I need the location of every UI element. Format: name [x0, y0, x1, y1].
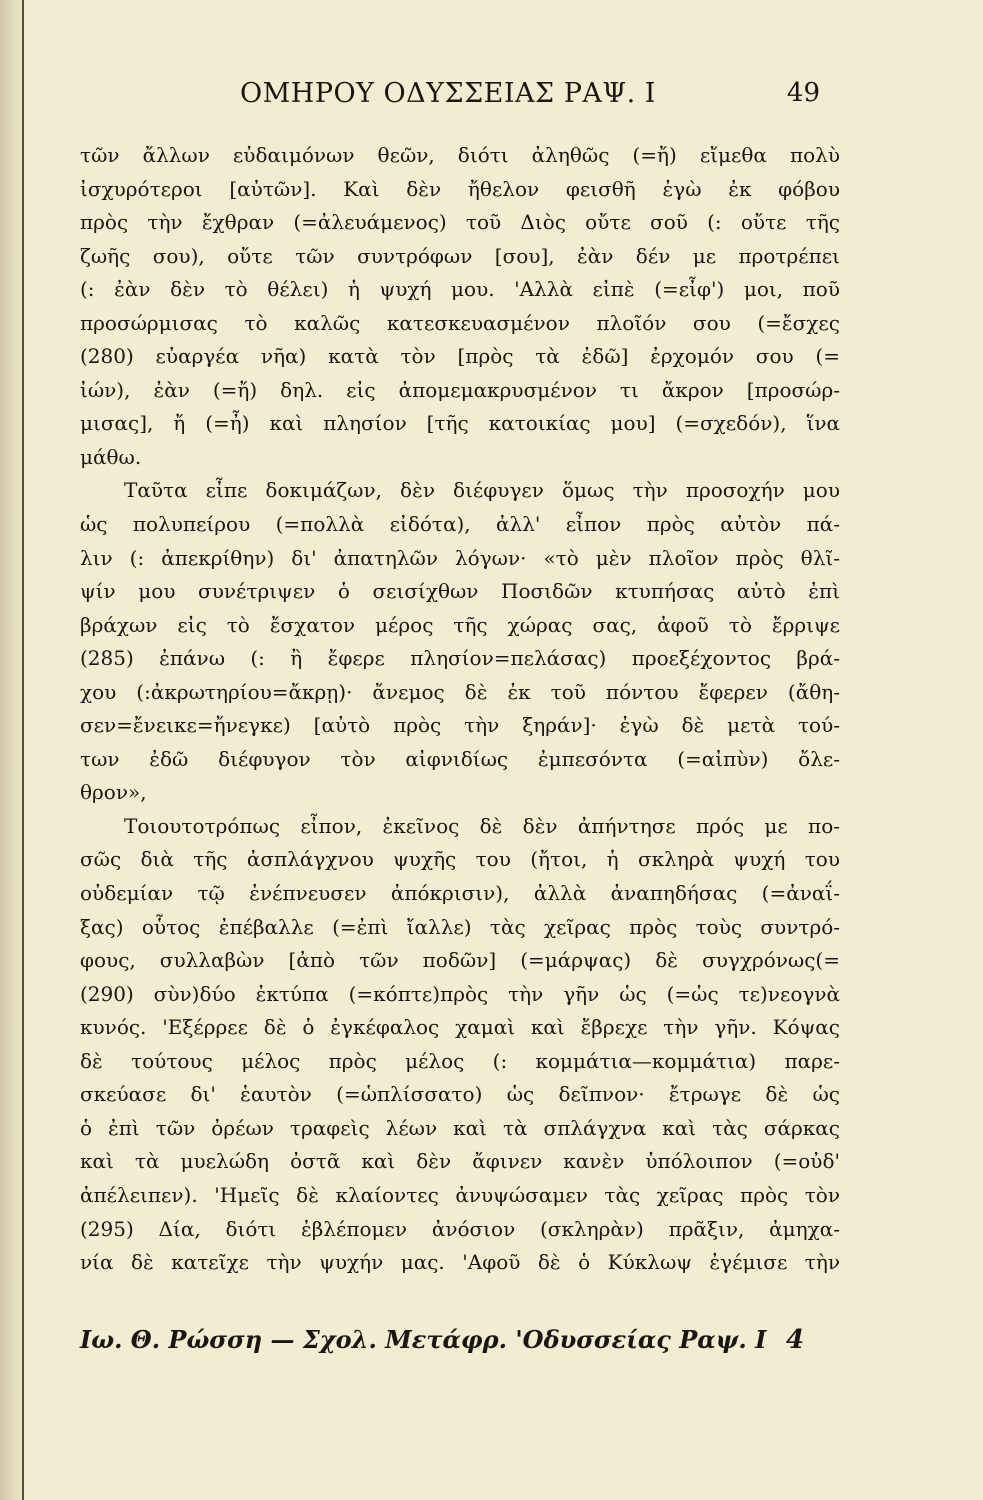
- body-text: [80, 139, 840, 1280]
- text-line: ἰσχυρότεροι [αὐτῶν]. Καὶ δὲν ἤθελον φεισθῆ ἐγὼ ἐκ φόβου: [80, 176, 840, 201]
- text-line: χου (:ἀκρωτηρίου=ἄκρῃ)· ἄνεμος δὲ ἐκ τοῦ πόντου ἔφερεν (ἄθη-: [80, 679, 840, 704]
- text-line: νία δὲ κατεῖχε τὴν ψυχήν μας. 'Αφοῦ δὲ ὁ Κύκλωψ ἐγέμισε τὴν: [80, 1250, 840, 1275]
- binding-gutter: [0, 0, 22, 1500]
- signature-mark: 4: [786, 1325, 805, 1355]
- text-line: (295) Δία, διότι ἐβλέπομεν ἀνόσιον (σκληρὰν) πρᾶξιν, ἀμηχα-: [80, 1216, 840, 1241]
- text-line: Ταῦτα εἶπε δοκιμάζων, δὲν διέφυγεν ὅμως τὴν προσοχήν μου: [124, 478, 840, 503]
- text-line: θρον»,: [80, 780, 147, 805]
- text-line: ἀπέλειπεν). 'Ημεῖς δὲ κλαίοντες ἀνυψώσαμεν τὰς χεῖρας πρὸς τὸν: [80, 1182, 840, 1207]
- text-line: δὲ τούτους μέλος πρὸς μέλος (: κομμάτια—κομμάτια) παρε-: [80, 1048, 840, 1073]
- text-line: λιν (: ἀπεκρίθην) δι' ἀπατηλῶν λόγων· «τὸ μὲν πλοῖον πρὸς θλῖ-: [80, 545, 840, 570]
- text-line: των ἐδῶ διέφυγον τὸν αἰφνιδίως ἐμπεσόντα (=αἰπὺν) ὄλε-: [80, 746, 840, 771]
- text-line: (290) σὺν)δύο ἐκτύπα (=κόπτε)πρὸς τὴν γῆν ὡς (=ὡς τε)νεογνὰ: [80, 981, 840, 1006]
- text-line: φους, συλλαβὼν [ἀπὸ τῶν ποδῶν] (=μάρψας) δὲ συγχρόνως(=: [80, 948, 840, 973]
- text-line: προσώρμισας τὸ καλῶς κατεσκευασμένον πλοῖόν σου (=ἔσχες: [80, 310, 840, 335]
- text-line: καὶ τὰ μυελώδη ὀστᾶ καὶ δὲν ἄφινεν κανὲν ὑπόλοιπον (=οὐδ': [80, 1149, 840, 1174]
- text-line: σκεύασε δι' ἑαυτὸν (=ὡπλίσσατο) ὡς δεῖπνον· ἔτρωγε δὲ ὡς: [80, 1082, 840, 1107]
- text-line: (: ἐὰν δὲν τὸ θέλει) ἡ ψυχή μου. 'Αλλὰ εἰπὲ (=εἶφ') μοι, ποῦ: [80, 277, 840, 302]
- text-line: πρὸς τὴν ἔχθραν (=ἀλευάμενος) τοῦ Διὸς οὔτε σοῦ (: οὔτε τῆς: [80, 210, 840, 235]
- text-line: ἰών), ἐὰν (=ἤ) δηλ. εἰς ἀπομεμακρυσμένον τι ἄκρον [προσώρ-: [80, 377, 840, 402]
- text-line: ξας) οὗτος ἐπέβαλλε (=ἐπὶ ἴαλλε) τὰς χεῖρας πρὸς τοὺς συντρό-: [80, 914, 840, 939]
- text-line: ζωῆς σου), οὔτε τῶν συντρόφων [σου], ἐὰν δέν με προτρέπει: [80, 243, 840, 268]
- text-line: μάθω.: [80, 444, 142, 469]
- text-line: ὡς πολυπείρου (=πολλὰ εἰδότα), ἀλλ' εἶπον πρὸς αὐτὸν πά-: [80, 512, 840, 537]
- running-title: ΟΜΗΡΟΥ ΟΔΥΣΣΕΙΑΣ ΡΑΨ. Ι: [240, 78, 656, 109]
- text-line: ὁ ἐπὶ τῶν ὀρέων τραφεὶς λέων καὶ τὰ σπλάγχνα καὶ τὰς σάρκας: [80, 1115, 840, 1140]
- text-line: σῶς διὰ τῆς ἀσπλάγχνου ψυχῆς του (ἤτοι, ἡ σκληρὰ ψυχή του: [80, 847, 840, 872]
- text-line: Τοιουτοτρόπως εἶπον, ἐκεῖνος δὲ δὲν ἀπήντησε πρός με πο-: [124, 813, 840, 838]
- text-line: (285) ἐπάνω (: ἢ ἔφερε πλησίον=πελάσας) προεξέχοντος βρά-: [80, 646, 840, 671]
- text-line: βράχων εἰς τὸ ἔσχατον μέρος τῆς χώρας σας, ἀφοῦ τὸ ἔρριψε: [80, 612, 840, 637]
- text-line: οὐδεμίαν τῷ ἐνέπνευσεν ἀπόκρισιν), ἀλλὰ ἀναπηδήσας (=ἀναΐ-: [80, 881, 840, 906]
- text-line: τῶν ἄλλων εὐδαιμόνων θεῶν, διότι ἀληθῶς (=ἤ) εἴμεθα πολὺ: [80, 143, 840, 167]
- signature-line: Ιω. Θ. Ρώσση — Σχολ. Μετάφρ. 'Οδυσσείας Ραψ. Ι: [80, 1325, 767, 1354]
- page-number: 49: [786, 78, 820, 108]
- text-line: μισας], ἤ (=ἦ) καὶ πλησίον [τῆς κατοικίας μου] (=σχεδόν), ἵνα: [80, 411, 840, 436]
- page-edge-line: [22, 0, 24, 1500]
- text-line: ψίν μου συνέτριψεν ὁ σεισίχθων Ποσιδῶν κτυπήσας αὐτὸ ἐπὶ: [80, 579, 840, 604]
- text-line: σεν=ἔνεικε=ἤνεγκε) [αὐτὸ πρὸς τὴν ξηράν]· ἐγὼ δὲ μετὰ τού-: [80, 713, 840, 738]
- text-line: κυνός. 'Εξέρρεε δὲ ὁ ἐγκέφαλος χαμαὶ καὶ ἔβρεχε τὴν γῆν. Κόψας: [80, 1015, 840, 1040]
- text-line: (280) εὐαργέα νῆα) κατὰ τὸν [πρὸς τὰ ἐδῶ] ἐρχομόν σου (=: [80, 344, 840, 369]
